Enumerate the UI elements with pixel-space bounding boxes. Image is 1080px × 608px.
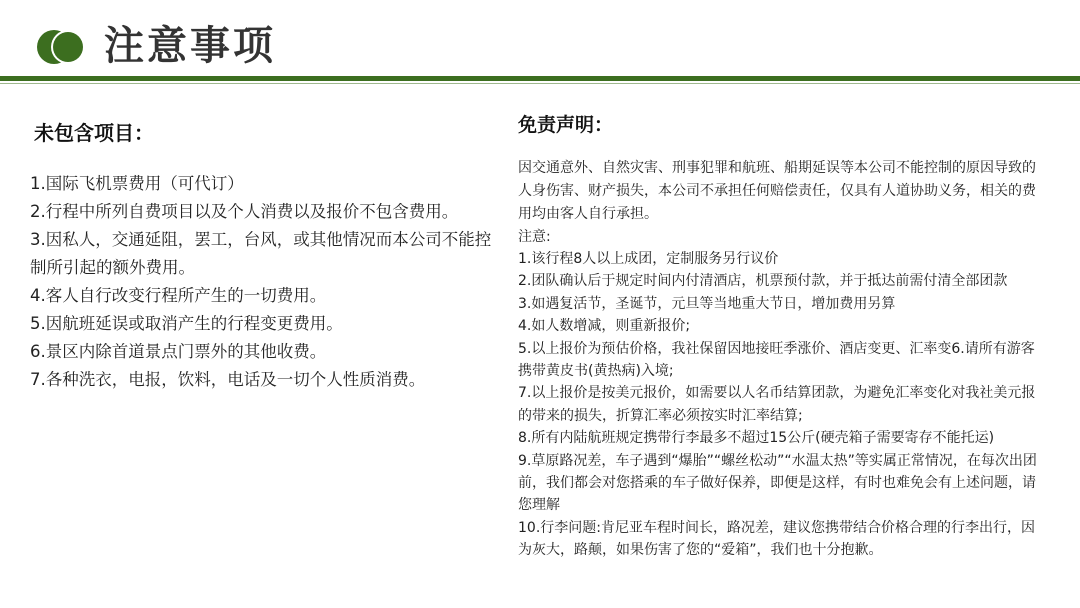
note-item: 2.团队确认后于规定时间内付清酒店，机票预付款，并于抵达前需付清全部团款 — [518, 273, 1008, 290]
excluded-item: 5.因航班延误或取消产生的行程变更费用。 — [30, 314, 343, 333]
note-item: 9.草原路况差，车子遇到“爆胎”“螺丝松动”“水温太热”等实属正常情况，在每次出团前，我们都会对您搭乘的车子做好保养，即便是这样，有时也难免会有上述问题，请您理解 — [518, 452, 1037, 514]
excluded-heading: 未包含项目： — [34, 121, 154, 145]
excluded-item: 4.客人自行改变行程所产生的一切费用。 — [30, 286, 327, 305]
excluded-item: 6.景区内除首道景点门票外的其他收费。 — [30, 342, 327, 361]
header-divider — [0, 76, 1080, 81]
note-item: 8.所有内陆航班规定携带行李最多不超过15公斤(硬壳箱子需要寄存不能托运) — [518, 430, 995, 447]
excluded-list — [30, 170, 505, 394]
notes-list — [518, 248, 1048, 562]
disclaimer-heading: 免责声明： — [518, 114, 614, 136]
header-divider-thin — [0, 83, 1080, 84]
logo-circles-icon — [36, 27, 88, 67]
note-item: 10.行李问题:肯尼亚车程时间长，路况差，建议您携带结合价格合理的行李出行，因为灰大，路颠，如果伤害了您的“爱箱”，我们也十分抱歉。 — [518, 519, 1035, 559]
notes-label: 注意: — [518, 229, 551, 245]
excluded-item: 7.各种洗衣，电报，饮料，电话及一切个人性质消费。 — [30, 370, 426, 389]
note-item: 7.以上报价是按美元报价，如需要以人名币结算团款，为避免汇率变化对我社美元报的带来的损失，折算汇率必须按实时汇率结算; — [518, 385, 1036, 424]
excluded-item: 2.行程中所列自费项目以及个人消费以及报价不包含费用。 — [30, 202, 459, 221]
excluded-item: 1.国际飞机票费用（可代订） — [30, 174, 244, 193]
disclaimer-body — [518, 157, 1048, 226]
note-item: 4.如人数增减，则重新报价; — [518, 318, 691, 335]
disclaimer-text: 因交通意外、自然灾害、刑事犯罪和航班、船期延误等本公司不能控制的原因导致的人身伤害、财产损失，本公司不承担任何赔偿责任，仅具有人道协助义务，相关的费用均由客人自行承担。 — [518, 160, 1036, 222]
excluded-item: 3.因私人，交通延阻，罢工，台风，或其他情况而本公司不能控制所引起的额外费用。 — [30, 230, 492, 277]
page-title: 注意事项 — [104, 23, 276, 69]
note-item: 5.以上报价为预估价格，我社保留因地接旺季涨价、酒店变更、汇率变6.请所有游客携带黄皮书(黄热病)入境; — [518, 340, 1035, 380]
note-item: 1.该行程8人以上成团，定制服务另行议价 — [518, 251, 779, 267]
note-item: 3.如遇复活节，圣诞节，元旦等当地重大节日，增加费用另算 — [518, 295, 896, 312]
